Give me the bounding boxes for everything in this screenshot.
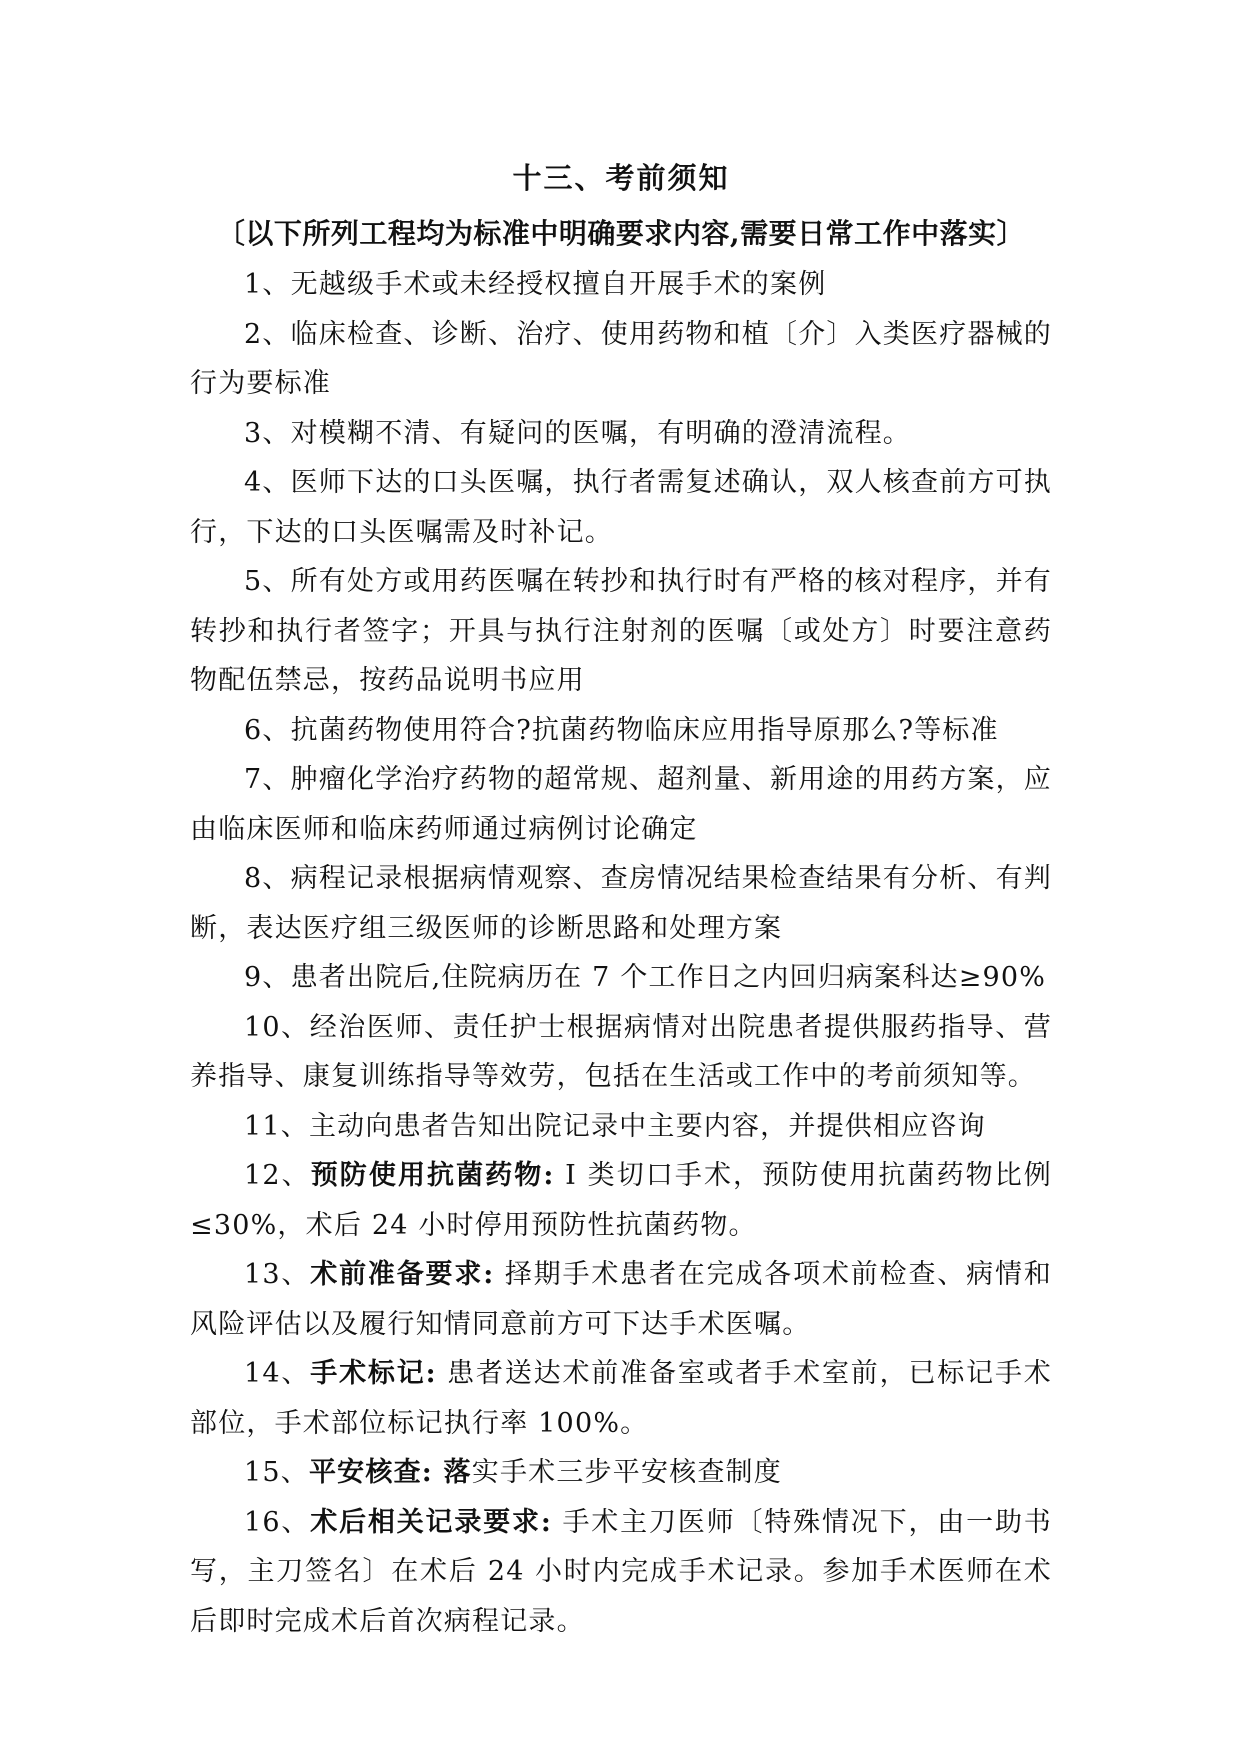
list-item xyxy=(190,1498,1052,1647)
item-text: 无越级手术或未经授权擅自开展手术的案例 xyxy=(290,269,827,300)
item-text: I 类切口手术，预防使用抗菌药物比例≤30%，术后 24 小时停用预防性抗菌药物。 xyxy=(190,1160,1052,1241)
item-text: 病程记录根据病情观察、查房情况结果检查结果有分析、有判断，表达医疗组三级医师的诊断思路和处理方案 xyxy=(190,863,1052,944)
list-item xyxy=(190,458,1052,557)
item-number: 1、 xyxy=(244,269,291,300)
item-number: 6、 xyxy=(244,714,291,746)
document-body xyxy=(190,152,1052,1646)
item-number: 12、 xyxy=(244,1160,311,1191)
item-text: 患者送达术前准备室或者手术室前，已标记手术部位，手术部位标记执行率 100%。 xyxy=(190,1358,1052,1439)
document-subtitle: 〔以下所列工程均为标准中明确要求内容,需要日常工作中落实〕 xyxy=(216,217,1026,250)
list-item xyxy=(190,557,1052,706)
item-text: 抗菌药物使用符合?抗菌药物临床应用指导原那么?等标准 xyxy=(290,714,999,746)
item-number: 2、 xyxy=(244,318,291,350)
item-number: 3、 xyxy=(244,417,291,449)
item-text: 患者出院后,住院病历在 7 个工作日之内回归病案科达≥90% xyxy=(290,962,1047,993)
item-text: 主动向患者告知出院记录中主要内容，并提供相应咨询 xyxy=(308,1110,986,1142)
item-text: 肿瘤化学治疗药物的超常规、超剂量、新用途的用药方案，应由临床医师和临床药师通过病例讨论确定 xyxy=(190,764,1052,845)
list-item xyxy=(190,260,1052,310)
item-text: 手术主刀医师〔特殊情况下，由一助书写，主刀签名〕在术后 24 小时内完成手术记录。参加手术医师在术后即时完成术后首次病程记录。 xyxy=(190,1506,1052,1637)
item-number: 16、 xyxy=(244,1506,311,1538)
item-text: 择期手术患者在完成各项术前检查、病情和风险评估以及履行知情同意前方可下达手术医嘱。 xyxy=(190,1259,1052,1340)
item-text: 经治医师、责任护士根据病情对出院患者提供服药指导、营养指导、康复训练指导等效劳，包括在生活或工作中的考前须知等。 xyxy=(190,1011,1052,1092)
item-list xyxy=(190,260,1052,1646)
item-number: 7、 xyxy=(244,764,291,795)
list-item xyxy=(190,953,1052,1003)
item-heading: 平安核查: 落 xyxy=(308,1457,472,1488)
item-number: 13、 xyxy=(244,1259,311,1290)
item-text: 对模糊不清、有疑问的医嘱，有明确的澄清流程。 xyxy=(290,417,911,449)
list-item xyxy=(190,310,1052,409)
item-number: 4、 xyxy=(244,467,291,498)
item-text: 临床检查、诊断、治疗、使用药物和植〔介〕入类医疗器械的行为要标准 xyxy=(190,318,1052,399)
list-item xyxy=(190,755,1052,854)
item-text: 实手术三步平安核查制度 xyxy=(471,1457,782,1488)
item-text: 医师下达的口头医嘱，执行者需复述确认，双人核查前方可执行，下达的口头医嘱需及时补记。 xyxy=(190,467,1052,548)
item-number: 15、 xyxy=(244,1457,309,1488)
list-item xyxy=(190,706,1052,756)
list-item xyxy=(190,1448,1052,1498)
list-item xyxy=(190,1151,1052,1250)
item-heading: 术前准备要求: xyxy=(310,1259,495,1290)
list-item xyxy=(190,1349,1052,1448)
item-text: 所有处方或用药医嘱在转抄和执行时有严格的核对程序，并有转抄和执行者签字；开具与执行注射剂的医嘱〔或处方〕时要注意药物配伍禁忌，按药品说明书应用 xyxy=(190,566,1052,696)
item-number: 8、 xyxy=(244,863,291,894)
list-item xyxy=(190,1250,1052,1349)
item-number: 11、 xyxy=(244,1110,309,1142)
list-item xyxy=(190,1003,1052,1102)
list-item xyxy=(190,854,1052,953)
item-heading: 手术标记: xyxy=(310,1358,437,1389)
item-number: 10、 xyxy=(244,1011,310,1043)
list-item xyxy=(190,1102,1052,1152)
item-heading: 术后相关记录要求: xyxy=(310,1506,553,1538)
item-number: 9、 xyxy=(244,962,291,993)
document-title: 十三、考前须知 xyxy=(512,161,730,195)
item-number: 14、 xyxy=(244,1358,311,1389)
item-heading: 预防使用抗菌药物: xyxy=(310,1160,555,1191)
item-number: 5、 xyxy=(244,566,291,597)
list-item xyxy=(190,409,1052,459)
